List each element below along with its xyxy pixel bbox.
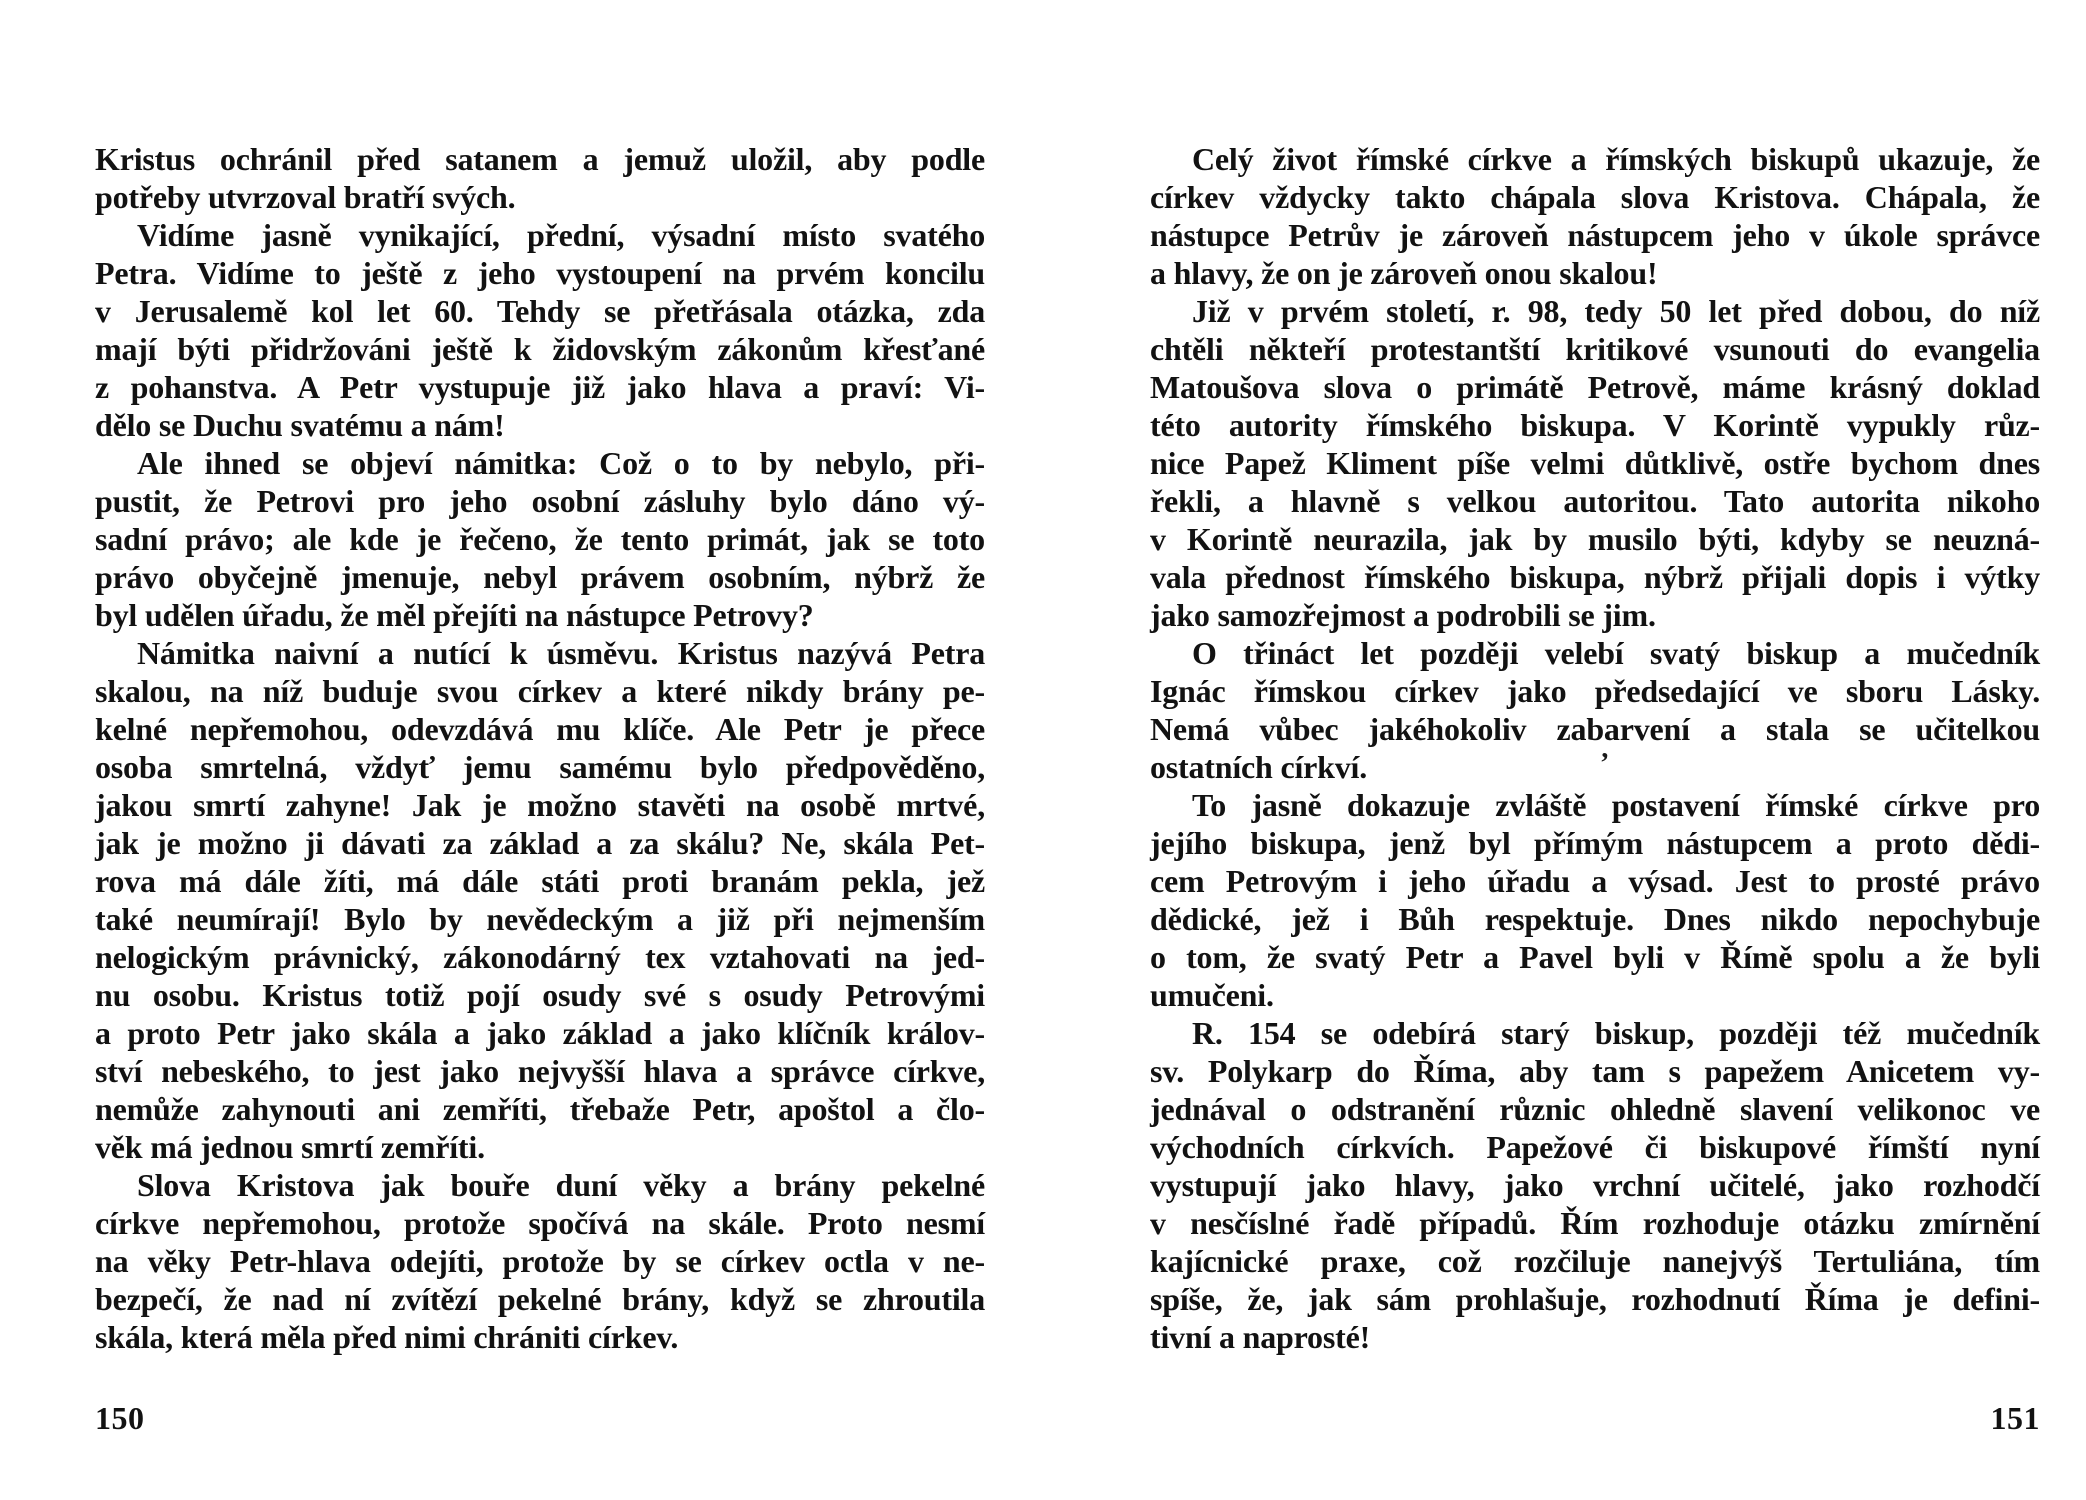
text-line: Petra. Vidíme to ještě z jeho vystoupení na prvém koncilu [95,255,985,291]
paragraph [1150,140,2040,292]
page-right [1043,0,2086,1500]
text-line: o tom, že svatý Petr a Pavel byli v Římě spolu a že byli [1150,939,2040,975]
text-line: nu osobu. Kristus totiž pojí osudy své s osudy Petrovými [95,977,985,1013]
text-line: vala přednost římského biskupa, nýbrž přijali dopis i výtky [1150,559,2040,595]
text-line: dědické, jež i Bůh respektuje. Dnes nikdo nepochybuje [1150,901,2040,937]
text-line: v Jerusalemě kol let 60. Tehdy se přetřásala otázka, zda [95,293,985,329]
text-line: Již v prvém století, r. 98, tedy 50 let před dobou, do níž [1192,293,2040,329]
text-line: bezpečí, že nad ní zvítězí pekelné brány, když se zhroutila [95,1281,985,1317]
text-line: mají býti přidržováni ještě k židovským zákonům křesťané [95,331,985,367]
text-line: vystupují jako hlavy, jako vrchní učitelé, jako rozhodčí [1150,1167,2040,1203]
text-line: osoba smrtelná, vždyť jemu samému bylo předpověděno, [95,749,985,785]
text-line: na věky Petr-hlava odejíti, protože by se církev octla v ne- [95,1243,985,1279]
page-number-left: 150 [95,1400,145,1436]
paragraph [1150,634,2040,786]
text-line: a hlavy, že on je zároveň onou skalou! [1150,255,1658,291]
text-line: tivní a naprosté! [1150,1319,1371,1355]
text-line: sadní právo; ale kde je řečeno, že tento primát, jak se toto [95,521,985,557]
page-right-text-block [1150,140,2040,1356]
text-line: právo obyčejně jmenuje, nebyl právem osobním, nýbrž že [95,559,985,595]
text-line: a proto Petr jako skála a jako základ a jako klíčník králov- [95,1015,985,1051]
text-line: jakou smrtí zahyne! Jak je možno stavěti na osobě mrtvé, [95,787,985,823]
paragraph [95,444,985,634]
paragraph [95,634,985,1166]
text-line: Nemá vůbec jakéhokoliv zabarvení a stala se učitelkou [1150,711,2040,747]
text-line: v nesčíslné řadě případů. Řím rozhoduje otázku zmírnění [1150,1205,2040,1241]
text-line: kelné nepřemohou, odevzdává mu klíče. Ale Petr je přece [95,711,985,747]
scan-ink-speck: ’ [1600,748,1610,779]
text-line: v Korintě neurazila, jak by musilo býti, kdyby se neuzná- [1150,521,2040,557]
text-line: východních církvích. Papežové či biskupové římští nyní [1150,1129,2040,1165]
text-line: ství nebeského, to jest jako nejvyšší hlava a správce církve, [95,1053,985,1089]
text-line: dělo se Duchu svatému a nám! [95,407,505,443]
text-line: církve nepřemohou, protože spočívá na skále. Proto nesmí [95,1205,985,1241]
text-line: chtěli někteří protestantští kritikové vsunouti do evangelia [1150,331,2040,367]
paragraph [95,140,985,216]
text-line: kajícnické praxe, což rozčiluje nanejvýš Tertuliána, tím [1150,1243,2040,1279]
text-line: skalou, na níž buduje svou církev a které nikdy brány pe- [95,673,985,709]
text-line: nástupce Petrův je zároveň nástupcem jeho v úkole správce [1150,217,2040,253]
paragraph [1150,786,2040,1014]
text-line: jejího biskupa, jenž byl přímým nástupcem a proto dědi- [1150,825,2040,861]
text-line: Celý život římské církve a římských biskupů ukazuje, že [1192,141,2040,177]
text-line: věk má jednou smrtí zemříti. [95,1129,485,1165]
text-line: nice Papež Kliment píše velmi důtklivě, ostře bychom dnes [1150,445,2040,481]
text-line: pustit, že Petrovi pro jeho osobní zásluhy bylo dáno vý- [95,483,985,519]
text-line: z pohanstva. A Petr vystupuje již jako hlava a praví: Vi- [95,369,985,405]
text-line: skála, která měla před nimi chrániti církev. [95,1319,679,1355]
text-line: spíše, že, jak sám prohlašuje, rozhodnutí Říma je defini- [1150,1281,2040,1317]
page-number-right: 151 [1990,1400,2040,1436]
text-line: cem Petrovým i jeho úřadu a výsad. Jest to prosté právo [1150,863,2040,899]
text-line: O třináct let později velebí svatý biskup a mučedník [1192,635,2040,671]
text-line: sv. Polykarp do Říma, aby tam s papežem Anicetem vy- [1150,1053,2040,1089]
text-line: řekli, a hlavně s velkou autoritou. Tato autorita nikoho [1150,483,2040,519]
text-line: této autority římského biskupa. V Korintě vypukly růz- [1150,407,2040,443]
text-line: Námitka naivní a nutící k úsměvu. Kristus nazývá Petra [137,635,985,671]
text-line: jako samozřejmost a podrobili se jim. [1150,597,1656,633]
text-line: R. 154 se odebírá starý biskup, později též mučedník [1192,1015,2040,1051]
text-line: Ale ihned se objeví námitka: Což o to by nebylo, při- [137,445,985,481]
text-line: ostatních církví. [1150,749,1368,785]
text-line: Slova Kristova jak bouře duní věky a brány pekelné [137,1167,985,1203]
text-line: Ignác římskou církev jako předsedající ve sboru Lásky. [1150,673,2040,709]
text-line: Matoušova slova o primátě Petrově, máme krásný doklad [1150,369,2040,405]
text-line: umučeni. [1150,977,1274,1013]
text-line: byl udělen úřadu, že měl přejíti na nástupce Petrovy? [95,597,814,633]
text-line: rova má dále žíti, má dále státi proti branám pekla, jež [95,863,985,899]
text-line: církev vždycky takto chápala slova Kristova. Chápala, že [1150,179,2040,215]
text-line: také neumírají! Bylo by nevědeckým a již při nejmenším [95,901,985,937]
text-line: nemůže zahynouti ani zemříti, třebaže Petr, apoštol a člo- [95,1091,985,1127]
paragraph [95,1166,985,1356]
paragraph [1150,1014,2040,1356]
text-line: nelogickým právnický, zákonodárný tex vztahovati na jed- [95,939,985,975]
text-line: Vidíme jasně vynikající, přední, výsadní místo svatého [137,217,985,253]
paragraph [1150,292,2040,634]
text-line: Kristus ochránil před satanem a jemuž uložil, aby podle [95,141,985,177]
text-line: To jasně dokazuje zvláště postavení římské církve pro [1192,787,2040,823]
text-line: potřeby utvrzoval bratří svých. [95,179,516,215]
text-line: jak je možno ji dávati za základ a za skálu? Ne, skála Pet- [95,825,985,861]
paragraph [95,216,985,444]
text-line: jednával o odstranění různic ohledně slavení velikonoc ve [1150,1091,2040,1127]
page-left-text-block [95,140,985,1356]
